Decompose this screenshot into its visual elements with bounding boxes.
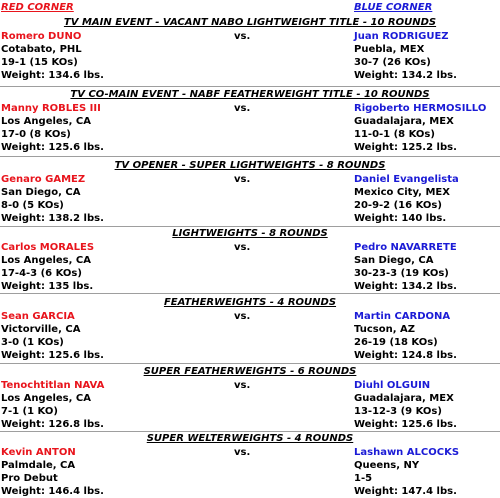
fighter-weight: Weight: 146.4 lbs. <box>1 486 104 497</box>
bout-title: TV MAIN EVENT - VACANT NABO LIGHTWEIGHT TITLE - 10 ROUNDS <box>63 17 437 28</box>
fighter-name: Kevin ANTON <box>1 447 76 458</box>
fighter-weight: Weight: 124.8 lbs. <box>354 350 457 361</box>
vs-label: vs. <box>234 31 251 42</box>
fighter-record: 11-0-1 (8 KOs) <box>354 129 435 140</box>
fighter-hometown: Cotabato, PHL <box>1 44 82 55</box>
fighter-record: 30-7 (26 KOs) <box>354 57 431 68</box>
fighter-hometown: Puebla, MEX <box>354 44 425 55</box>
fighter-record: 1-5 <box>354 473 373 484</box>
blue-corner-label: BLUE CORNER <box>354 2 433 13</box>
vs-label: vs. <box>234 447 251 458</box>
fighter-hometown: Tucson, AZ <box>354 324 415 335</box>
vs-label: vs. <box>234 242 251 253</box>
bout-title: SUPER FEATHERWEIGHTS - 6 ROUNDS <box>143 366 357 377</box>
section-divider <box>0 86 500 87</box>
fighter-weight: Weight: 135 lbs. <box>1 281 94 292</box>
fighter-weight: Weight: 138.2 lbs. <box>1 213 104 224</box>
section-divider <box>0 363 500 364</box>
fighter-hometown: Los Angeles, CA <box>1 255 91 266</box>
fighter-record: Pro Debut <box>1 473 58 484</box>
vs-label: vs. <box>234 103 251 114</box>
fighter-weight: Weight: 126.8 lbs. <box>1 419 104 430</box>
red-corner-fighter <box>1 102 151 154</box>
section-divider <box>0 431 500 432</box>
bout-title: TV OPENER - SUPER LIGHTWEIGHTS - 8 ROUNDS <box>114 160 386 171</box>
blue-corner-fighter <box>354 173 500 225</box>
blue-corner-fighter <box>354 102 500 154</box>
fighter-name: Romero DUNO <box>1 31 82 42</box>
fighter-name: Carlos MORALES <box>1 242 95 253</box>
red-corner-fighter <box>1 173 151 225</box>
fighter-record: 8-0 (5 KOs) <box>1 200 64 211</box>
blue-corner-fighter <box>354 379 500 431</box>
fighter-name: Sean GARCIA <box>1 311 75 322</box>
fighter-name: Juan RODRIGUEZ <box>354 31 449 42</box>
fighter-hometown: Los Angeles, CA <box>1 116 91 127</box>
fighter-record: 20-9-2 (16 KOs) <box>354 200 442 211</box>
fighter-name: Lashawn ALCOCKS <box>354 447 460 458</box>
section-divider <box>0 156 500 157</box>
fighter-weight: Weight: 134.2 lbs. <box>354 281 457 292</box>
fighter-weight: Weight: 134.6 lbs. <box>1 70 104 81</box>
red-corner-fighter <box>1 446 151 498</box>
fighter-hometown: Guadalajara, MEX <box>354 116 454 127</box>
red-corner-fighter <box>1 379 151 431</box>
fighter-hometown: Guadalajara, MEX <box>354 393 454 404</box>
fighter-hometown: Victorville, CA <box>1 324 81 335</box>
vs-label: vs. <box>234 380 251 391</box>
fighter-record: 26-19 (18 KOs) <box>354 337 438 348</box>
fighter-record: 19-1 (15 KOs) <box>1 57 78 68</box>
fighter-hometown: Palmdale, CA <box>1 460 76 471</box>
fighter-name: Diuhl OLGUIN <box>354 380 431 391</box>
vs-label: vs. <box>234 174 251 185</box>
bout-title: SUPER WELTERWEIGHTS - 4 ROUNDS <box>146 433 354 444</box>
fighter-record: 17-4-3 (6 KOs) <box>1 268 82 279</box>
blue-corner-fighter <box>354 241 500 293</box>
fighter-name: Tenochtitlan NAVA <box>1 380 105 391</box>
fighter-record: 3-0 (1 KOs) <box>1 337 64 348</box>
fighter-weight: Weight: 147.4 lbs. <box>354 486 457 497</box>
fighter-record: 17-0 (8 KOs) <box>1 129 71 140</box>
section-divider <box>0 226 500 227</box>
fighter-hometown: Los Angeles, CA <box>1 393 91 404</box>
bout-title: TV CO-MAIN EVENT - NABF FEATHERWEIGHT TITLE - 10 ROUNDS <box>70 89 430 100</box>
fighter-record: 7-1 (1 KO) <box>1 406 58 417</box>
fighter-name: Genaro GAMEZ <box>1 174 86 185</box>
fighter-weight: Weight: 125.2 lbs. <box>354 142 457 153</box>
red-corner-fighter <box>1 310 151 362</box>
red-corner-fighter <box>1 30 151 82</box>
fighter-hometown: Mexico City, MEX <box>354 187 450 198</box>
corner-header <box>0 2 500 16</box>
section-divider <box>0 293 500 294</box>
bout-title: FEATHERWEIGHTS - 4 ROUNDS <box>163 297 337 308</box>
fighter-name: Daniel Evangelista <box>354 174 459 185</box>
fighter-record: 13-12-3 (9 KOs) <box>354 406 442 417</box>
fighter-name: Manny ROBLES III <box>1 103 101 114</box>
blue-corner-fighter <box>354 446 500 498</box>
fighter-name: Rigoberto HERMOSILLO <box>354 103 487 114</box>
fighter-hometown: San Diego, CA <box>354 255 434 266</box>
red-corner-label: RED CORNER <box>1 2 74 13</box>
vs-label: vs. <box>234 311 251 322</box>
fighter-weight: Weight: 134.2 lbs. <box>354 70 457 81</box>
red-corner-fighter <box>1 241 151 293</box>
fighter-name: Martin CARDONA <box>354 311 451 322</box>
bout-title: LIGHTWEIGHTS - 8 ROUNDS <box>172 228 328 239</box>
fighter-record: 30-23-3 (19 KOs) <box>354 268 449 279</box>
fighter-weight: Weight: 140 lbs. <box>354 213 447 224</box>
blue-corner-fighter <box>354 30 500 82</box>
fighter-weight: Weight: 125.6 lbs. <box>1 142 104 153</box>
fighter-name: Pedro NAVARRETE <box>354 242 457 253</box>
fighter-hometown: San Diego, CA <box>1 187 81 198</box>
fighter-hometown: Queens, NY <box>354 460 420 471</box>
blue-corner-fighter <box>354 310 500 362</box>
fighter-weight: Weight: 125.6 lbs. <box>1 350 104 361</box>
fighter-weight: Weight: 125.6 lbs. <box>354 419 457 430</box>
